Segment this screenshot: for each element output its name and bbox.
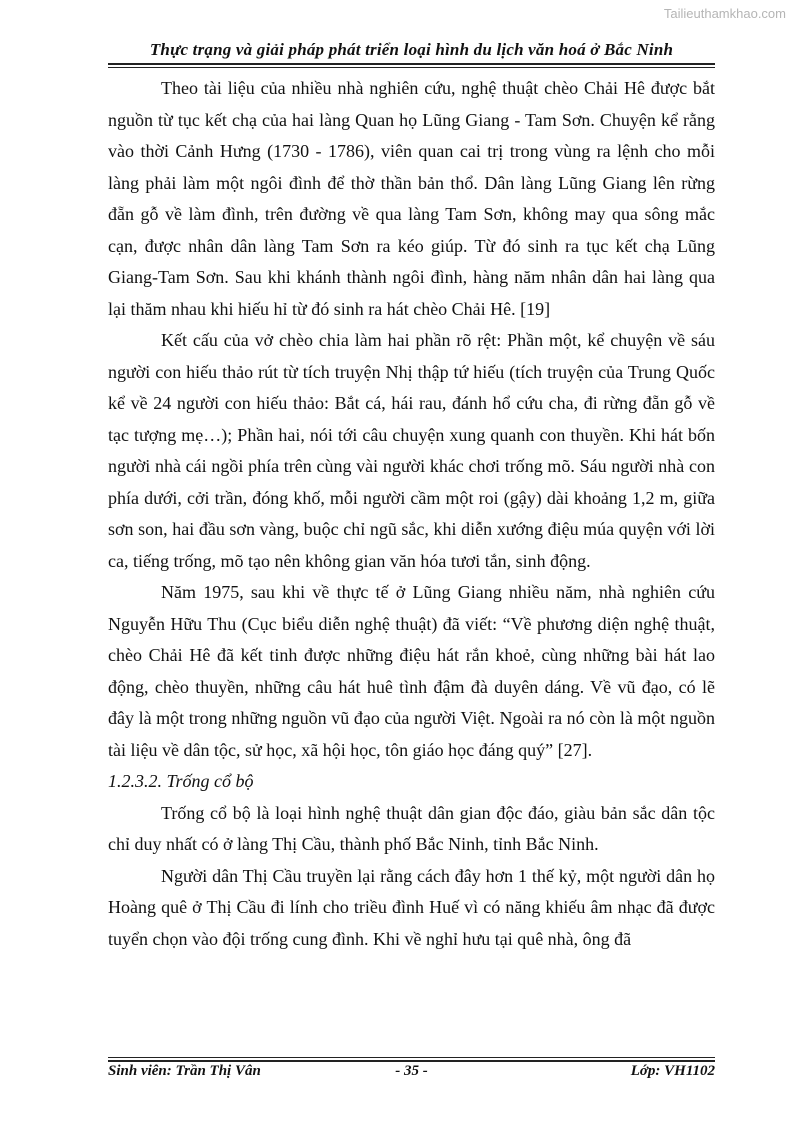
footer-rule [108, 1060, 715, 1062]
page-body [108, 73, 715, 955]
section-heading: 1.2.3.2. Trống cổ bộ [108, 771, 254, 791]
footer-class: Lớp: VH1102 [630, 1063, 715, 1079]
header-rule [108, 63, 715, 65]
page-number: - 35 - [395, 1063, 428, 1079]
paragraph: Theo tài liệu của nhiều nhà nghiên cứu, nghệ thuật chèo Chải Hê được bắt nguồn từ tục kết chạ của hai làng Quan họ Lũng Giang - Tam Sơn. Chuyện kể rằng vào thời Cảnh Hưng (1730 - 1786), viên quan cai trị trong vùng ra lệnh cho mỗi làng phải làm một ngôi đình để thờ thần bản thổ. Dân làng Lũng Giang lên rừng đẵn gỗ về làm đình, trên đường về qua làng Tam Sơn, không may qua sông mắc cạn, được nhân dân làng Tam Sơn ra kéo giúp. Từ đó sinh ra tục kết chạ Lũng Giang-Tam Sơn. Sau khi khánh thành ngôi đình, hàng năm nhân dân hai làng qua lại thăm nhau khi hiếu hỉ từ đó sinh ra hát chèo Chải Hê. [19] [108, 78, 715, 319]
paragraph: Người dân Thị Cầu truyền lại rằng cách đây hơn 1 thế kỷ, một người dân họ Hoàng quê ở Thị Cầu đi lính cho triều đình Huế vì có năng khiếu âm nhạc đã được tuyển chọn vào đội trống cung đình. Khi về nghỉ hưu tại quê nhà, ông đã [108, 865, 715, 949]
paragraph: Năm 1975, sau khi về thực tế ở Lũng Giang nhiều năm, nhà nghiên cứu Nguyễn Hữu Thu (Cục biểu diễn nghệ thuật) đã viết: “Về phương diện nghệ thuật, chèo Chải Hê đã kết tinh được những điệu hát rắn khoẻ, cùng những bài hát lao động, chèo thuyền, những câu hát huê tình đậm đà duyên dáng. Về vũ đạo, có lẽ đây là một trong những nguồn vũ đạo của người Việt. Ngoài ra nó còn là một nguồn tài liệu về dân tộc, sử học, xã hội học, tôn giáo học đáng quý” [27]. [108, 582, 715, 760]
header-rule-thin [108, 67, 715, 68]
running-header: Thực trạng và giải pháp phát triển loại hình du lịch văn hoá ở Bắc Ninh [149, 40, 674, 59]
page-footer [108, 1063, 715, 1083]
footer-rule-thin [108, 1057, 715, 1058]
footer-student: Sinh viên: Trần Thị Vân [108, 1063, 261, 1079]
paragraph: Trống cổ bộ là loại hình nghệ thuật dân gian độc đáo, giàu bản sắc dân tộc chỉ duy nhất có ở làng Thị Cầu, thành phố Bắc Ninh, tỉnh Bắc Ninh. [108, 802, 715, 854]
watermark-text: Tailieuthamkhao.com [663, 6, 786, 21]
paragraph: Kết cấu của vở chèo chia làm hai phần rõ rệt: Phần một, kể chuyện về sáu người con hiếu thảo rút từ tích truyện Nhị thập tứ hiếu (tích truyện của Trung Quốc kể về 24 người con hiếu thảo: Bắt cá, hái rau, đánh hổ cứu cha, đi rừng đẵn gỗ về tạc tượng mẹ…); Phần hai, nói tới câu chuyện xung quanh con thuyền. Khi hát bốn người nhà cái ngồi phía trên cùng vài người khác chơi trống mõ. Sáu người nhà con phía dưới, cởi trần, đóng khố, mỗi người cầm một roi (gậy) dài khoảng 1,2 m, giữa sơn son, hai đầu sơn vàng, buộc chỉ ngũ sắc, khi diễn xướng điệu múa quyện với lời ca, tiếng trống, mõ tạo nên không gian văn hóa tươi tắn, sinh động. [108, 330, 715, 571]
